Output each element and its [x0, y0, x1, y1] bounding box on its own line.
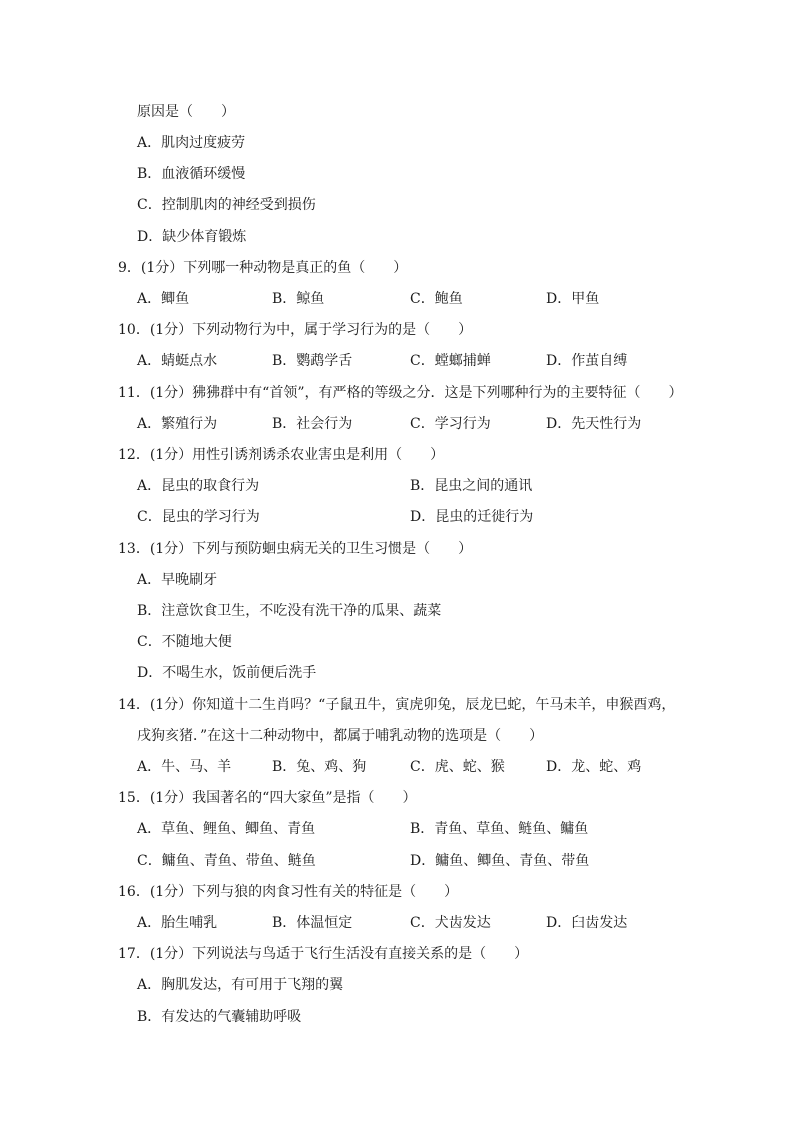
q9-option-b: B．鲸鱼: [272, 291, 325, 307]
q17-option-a: A．胸肌发达，有可用于飞翔的翼: [137, 977, 344, 993]
q8-option-c: C．控制肌肉的神经受到损伤: [137, 197, 316, 213]
q15-option-b: B．青鱼、草鱼、鲢鱼、鳙鱼: [410, 821, 589, 837]
q8-option-b: B．血液循环缓慢: [137, 166, 246, 182]
q15-stem: 15．(1分）我国著名的“四大家鱼”是指（ ）: [118, 790, 417, 806]
q8-option-a: A．肌肉过度疲劳: [137, 135, 246, 151]
q11-stem: 11．(1分）狒狒群中有“首领”，有严格的等级之分．这是下列哪种行为的主要特征（ ）: [118, 385, 683, 401]
q16-option-c: C．犬齿发达: [410, 915, 491, 931]
q14-stem-line1: 14．(1分）你知道十二生肖吗？“子鼠丑牛，寅虎卯兔，辰龙巳蛇，午马未羊，申猴酉鸡，: [118, 697, 676, 713]
q10-option-c: C．螳螂捕蝉: [410, 353, 491, 369]
q10-option-b: B．鹦鹉学舌: [272, 353, 353, 369]
q10-option-d: D．作茧自缚: [546, 353, 628, 369]
q14-stem-line2: 戌狗亥猪．”在这十二种动物中，都属于哺乳动物的选项是（ ）: [137, 728, 544, 744]
q10-option-a: A．蜻蜓点水: [137, 353, 218, 369]
q9-option-a: A．鲫鱼: [137, 291, 190, 307]
q11-option-a: A．繁殖行为: [137, 416, 218, 432]
q12-option-d: D．昆虫的迁徙行为: [410, 509, 534, 525]
q14-option-c: C．虎、蛇、猴: [410, 759, 505, 775]
q14-option-d: D．龙、蛇、鸡: [546, 759, 642, 775]
q9-stem: 9．(1分）下列哪一种动物是真正的鱼（ ）: [118, 260, 408, 276]
q17-option-b: B．有发达的气囊辅助呼吸: [137, 1009, 302, 1025]
q15-option-a: A．草鱼、鲤鱼、鲫鱼、青鱼: [137, 821, 316, 837]
q12-option-a: A．昆虫的取食行为: [137, 478, 260, 494]
q13-option-b: B．注意饮食卫生，不吃没有洗干净的瓜果、蔬菜: [137, 603, 442, 619]
q14-option-a: A．牛、马、羊: [137, 759, 232, 775]
q11-option-c: C．学习行为: [410, 416, 491, 432]
q9-option-d: D．甲鱼: [546, 291, 600, 307]
q13-option-c: C．不随地大便: [137, 634, 232, 650]
q13-option-d: D．不喝生水，饭前便后洗手: [137, 665, 317, 681]
q9-option-c: C．鲍鱼: [410, 291, 463, 307]
q12-option-b: B．昆虫之间的通讯: [410, 478, 533, 494]
q15-option-d: D．鳙鱼、鲫鱼、青鱼、带鱼: [410, 853, 590, 869]
q16-option-a: A．胎生哺乳: [137, 915, 218, 931]
q13-option-a: A．早晚刷牙: [137, 572, 218, 588]
q8-stem-tail: 原因是（ ）: [137, 104, 235, 120]
q8-option-d: D．缺少体育锻炼: [137, 229, 247, 245]
q17-stem: 17．(1分）下列说法与鸟适于飞行生活没有直接关系的是（ ）: [118, 946, 529, 962]
q11-option-d: D．先天性行为: [546, 416, 642, 432]
q16-option-d: D．臼齿发达: [546, 915, 628, 931]
q10-stem: 10．(1分）下列动物行为中，属于学习行为的是（ ）: [118, 322, 473, 338]
q13-stem: 13．(1分）下列与预防蛔虫病无关的卫生习惯是（ ）: [118, 541, 473, 557]
q15-option-c: C．鳙鱼、青鱼、带鱼、鲢鱼: [137, 853, 316, 869]
q14-option-b: B．兔、鸡、狗: [272, 759, 367, 775]
q11-option-b: B．社会行为: [272, 416, 353, 432]
q16-option-b: B．体温恒定: [272, 915, 353, 931]
q12-option-c: C．昆虫的学习行为: [137, 509, 260, 525]
q16-stem: 16．(1分）下列与狼的肉食习性有关的特征是（ ）: [118, 884, 459, 900]
q12-stem: 12．(1分）用性引诱剂诱杀农业害虫是利用（ ）: [118, 447, 445, 463]
